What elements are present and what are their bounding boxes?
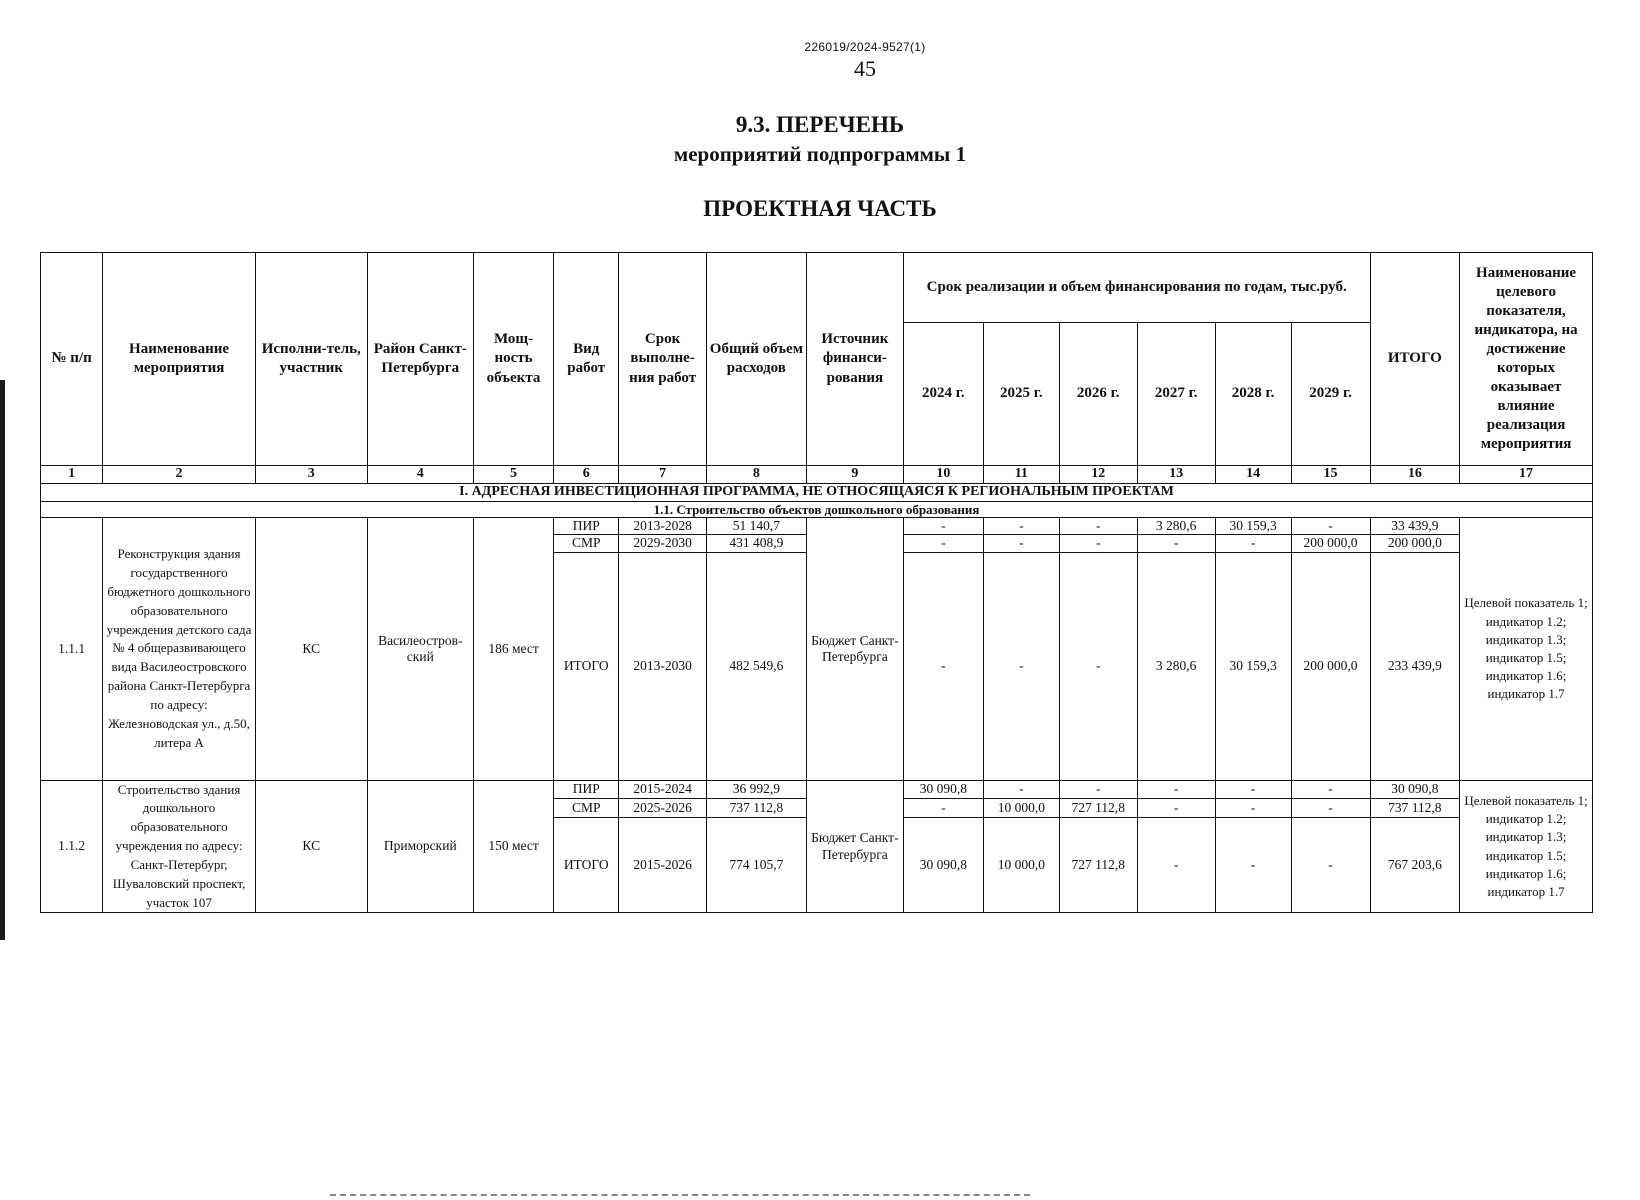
- y2028-cell: -: [1215, 818, 1291, 913]
- y2029-cell: -: [1291, 818, 1370, 913]
- y2026-cell: 727 112,8: [1059, 818, 1137, 913]
- y2029-cell: 200 000,0: [1291, 552, 1370, 780]
- y2027-cell: -: [1137, 780, 1215, 799]
- y2026-cell: -: [1059, 518, 1137, 535]
- subsection-row: [41, 501, 1593, 518]
- col-header-num: № п/п: [41, 253, 103, 466]
- y2028-cell: -: [1215, 535, 1291, 552]
- document-title: 9.3. ПЕРЕЧЕНЬ: [735, 112, 905, 137]
- col-header-term: Срок выполне-ния работ: [619, 253, 706, 466]
- y2026-cell: 727 112,8: [1059, 799, 1137, 818]
- work-type-cell: ИТОГО: [554, 552, 619, 780]
- y2026-cell: -: [1059, 552, 1137, 780]
- column-number: 17: [1460, 466, 1593, 484]
- table-row: [41, 780, 1593, 799]
- y2024-cell: 30 090,8: [903, 818, 983, 913]
- term-cell: 2013-2028: [619, 518, 706, 535]
- term-cell: 2029-2030: [619, 535, 706, 552]
- item-district: Приморский: [367, 780, 473, 913]
- column-number: 9: [806, 466, 903, 484]
- itogo-cell: 233 439,9: [1370, 552, 1460, 780]
- column-number: 3: [255, 466, 367, 484]
- itogo-cell: 30 090,8: [1370, 780, 1460, 799]
- itogo-cell: 767 203,6: [1370, 818, 1460, 913]
- item-number: 1.1.2: [41, 780, 103, 913]
- col-header-indicator: Наименование целевого показателя, индикатора, на достижение которых оказывает влияние реализация мероприятия: [1460, 253, 1593, 466]
- y2029-cell: 200 000,0: [1291, 535, 1370, 552]
- term-cell: 2013-2030: [619, 552, 706, 780]
- y2028-cell: 30 159,3: [1215, 518, 1291, 535]
- y2024-cell: -: [903, 799, 983, 818]
- y2025-cell: -: [983, 552, 1059, 780]
- item-source: Бюджет Санкт-Петербурга: [806, 518, 903, 780]
- y2025-cell: 10 000,0: [983, 818, 1059, 913]
- y2024-cell: -: [903, 552, 983, 780]
- item-indicator: Целевой показатель 1; индикатор 1.2; индикатор 1.3; индикатор 1.5; индикатор 1.6; индикатор 1.7: [1460, 518, 1593, 780]
- subsection-title: 1.1. Строительство объектов дошкольного образования: [41, 501, 1593, 518]
- column-number: 15: [1291, 466, 1370, 484]
- item-name: Строительство здания дошкольного образовательного учреждения по адресу: Санкт-Петербург, Шуваловский проспект, участок 107: [103, 780, 256, 913]
- work-type-cell: ПИР: [554, 780, 619, 799]
- column-number: 8: [706, 466, 806, 484]
- item-source: Бюджет Санкт-Петербурга: [806, 780, 903, 913]
- work-type-cell: ПИР: [554, 518, 619, 535]
- y2027-cell: 3 280,6: [1137, 518, 1215, 535]
- section-row: [41, 483, 1593, 501]
- item-number: 1.1.1: [41, 518, 103, 780]
- item-capacity: 186 мест: [474, 518, 554, 780]
- column-number: 11: [983, 466, 1059, 484]
- total-cost-cell: 51 140,7: [706, 518, 806, 535]
- col-header-2029: 2029 г.: [1291, 323, 1370, 466]
- col-header-2027: 2027 г.: [1137, 323, 1215, 466]
- col-header-source: Источник финанси-рования: [806, 253, 903, 466]
- column-number: 10: [903, 466, 983, 484]
- column-number: 12: [1059, 466, 1137, 484]
- total-cost-cell: 482 549,6: [706, 552, 806, 780]
- column-number: 5: [474, 466, 554, 484]
- total-cost-cell: 774 105,7: [706, 818, 806, 913]
- total-cost-cell: 431 408,9: [706, 535, 806, 552]
- y2024-cell: 30 090,8: [903, 780, 983, 799]
- y2029-cell: -: [1291, 518, 1370, 535]
- itogo-cell: 737 112,8: [1370, 799, 1460, 818]
- col-header-executor: Исполни-тель, участник: [255, 253, 367, 466]
- item-indicator: Целевой показатель 1; индикатор 1.2; индикатор 1.3; индикатор 1.5; индикатор 1.6; индикатор 1.7: [1460, 780, 1593, 913]
- col-header-total-cost: Общий объем расходов: [706, 253, 806, 466]
- activities-table: [40, 252, 1593, 913]
- term-cell: 2015-2026: [619, 818, 706, 913]
- total-cost-cell: 737 112,8: [706, 799, 806, 818]
- page-number: 45: [854, 56, 876, 81]
- column-number: 13: [1137, 466, 1215, 484]
- col-header-work-type: Вид работ: [554, 253, 619, 466]
- item-district: Василеостров-ский: [367, 518, 473, 780]
- scan-edge-mark: [0, 380, 5, 940]
- y2024-cell: -: [903, 518, 983, 535]
- work-type-cell: ИТОГО: [554, 818, 619, 913]
- table-row: [41, 518, 1593, 535]
- y2028-cell: 30 159,3: [1215, 552, 1291, 780]
- y2027-cell: 3 280,6: [1137, 552, 1215, 780]
- part-title: ПРОЕКТНАЯ ЧАСТЬ: [703, 196, 937, 221]
- y2026-cell: -: [1059, 780, 1137, 799]
- itogo-cell: 200 000,0: [1370, 535, 1460, 552]
- y2025-cell: 10 000,0: [983, 799, 1059, 818]
- col-header-itogo: ИТОГО: [1370, 253, 1460, 466]
- y2029-cell: -: [1291, 799, 1370, 818]
- y2026-cell: -: [1059, 535, 1137, 552]
- y2028-cell: -: [1215, 799, 1291, 818]
- col-header-period-group: Срок реализации и объем финансирования по годам, тыс.руб.: [903, 253, 1370, 323]
- y2025-cell: -: [983, 780, 1059, 799]
- y2025-cell: -: [983, 518, 1059, 535]
- col-header-2025: 2025 г.: [983, 323, 1059, 466]
- col-header-2024: 2024 г.: [903, 323, 983, 466]
- item-executor: КС: [255, 780, 367, 913]
- y2027-cell: -: [1137, 535, 1215, 552]
- work-type-cell: СМР: [554, 799, 619, 818]
- col-header-capacity: Мощ-ность объекта: [474, 253, 554, 466]
- item-name: Реконструкция здания государственного бюджетного дошкольного образовательного учреждения детского сада № 4 общеразвивающего вида Василеостровского района Санкт-Петербурга по адресу: Железноводская ул., д.50, литера А: [103, 518, 256, 780]
- total-cost-cell: 36 992,9: [706, 780, 806, 799]
- column-number: 7: [619, 466, 706, 484]
- y2027-cell: -: [1137, 818, 1215, 913]
- document-id: 226019/2024-9527(1): [804, 40, 926, 54]
- y2024-cell: -: [903, 535, 983, 552]
- scan-bottom-artifact: [330, 1194, 1030, 1199]
- y2029-cell: -: [1291, 780, 1370, 799]
- column-number: 6: [554, 466, 619, 484]
- col-header-district: Район Санкт-Петербурга: [367, 253, 473, 466]
- column-number: 14: [1215, 466, 1291, 484]
- column-number: 2: [103, 466, 256, 484]
- term-cell: 2025-2026: [619, 799, 706, 818]
- document-subtitle: мероприятий подпрограммы 1: [673, 142, 967, 166]
- y2027-cell: -: [1137, 799, 1215, 818]
- column-number: 1: [41, 466, 103, 484]
- y2028-cell: -: [1215, 780, 1291, 799]
- column-number: 4: [367, 466, 473, 484]
- col-header-2028: 2028 г.: [1215, 323, 1291, 466]
- col-header-name: Наименование мероприятия: [103, 253, 256, 466]
- term-cell: 2015-2024: [619, 780, 706, 799]
- work-type-cell: СМР: [554, 535, 619, 552]
- item-capacity: 150 мест: [474, 780, 554, 913]
- column-number-row: [41, 466, 1593, 484]
- col-header-2026: 2026 г.: [1059, 323, 1137, 466]
- header-row: [41, 253, 1593, 323]
- item-executor: КС: [255, 518, 367, 780]
- column-number: 16: [1370, 466, 1460, 484]
- section-title: I. АДРЕСНАЯ ИНВЕСТИЦИОННАЯ ПРОГРАММА, НЕ ОТНОСЯЩАЯСЯ К РЕГИОНАЛЬНЫМ ПРОЕКТАМ: [41, 483, 1593, 501]
- itogo-cell: 33 439,9: [1370, 518, 1460, 535]
- y2025-cell: -: [983, 535, 1059, 552]
